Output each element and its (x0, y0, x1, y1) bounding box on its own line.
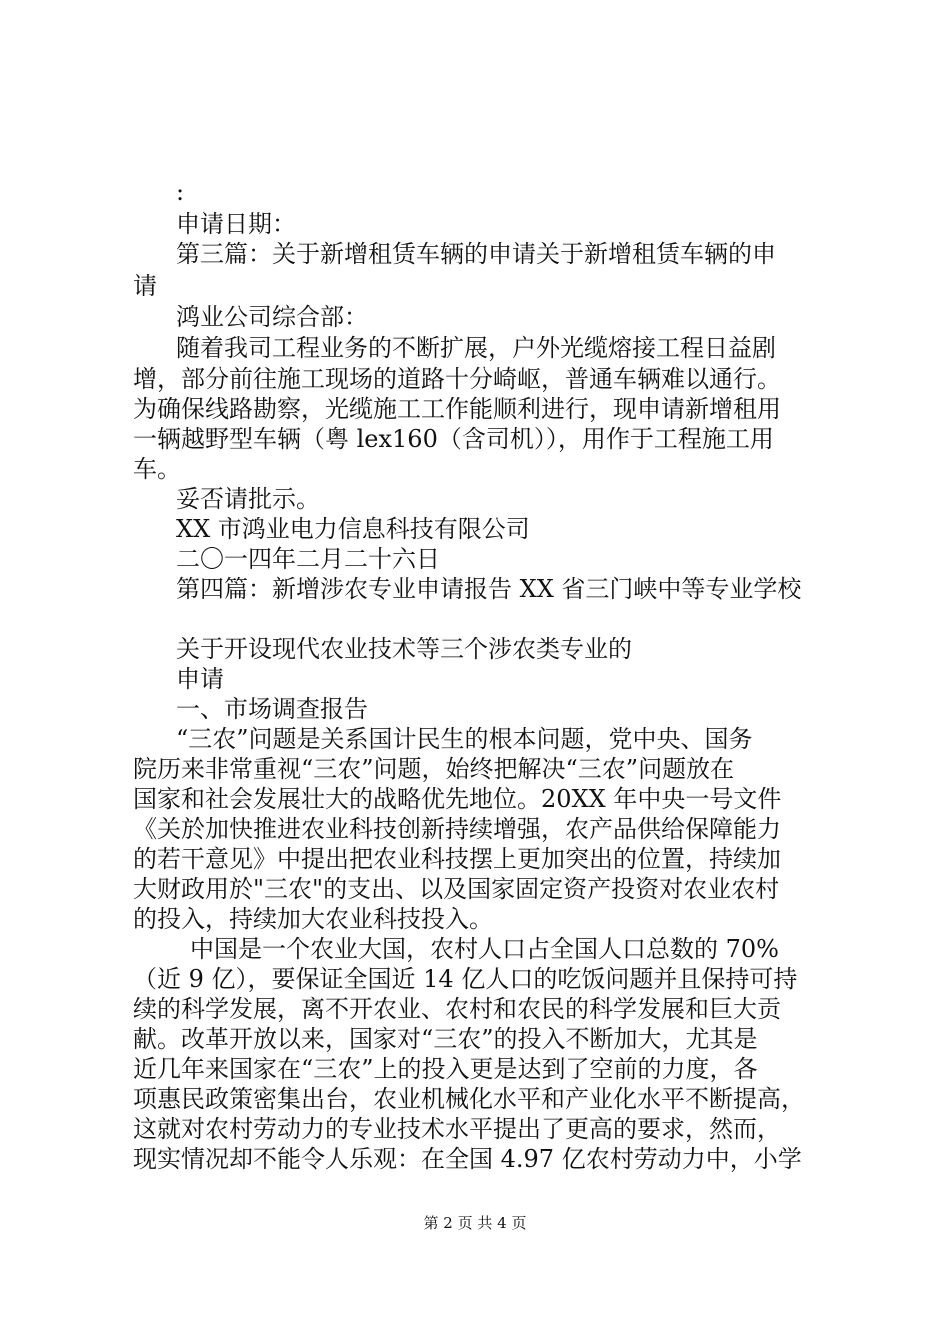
text-line: 鸿业公司综合部： (176, 303, 368, 331)
text-line: 的投入，持续加大农业科技投入。 (133, 905, 493, 933)
section-heading: 第三篇：关于新增租赁车辆的申请关于新增租赁车辆的申 (176, 240, 776, 268)
text-line: 大财政用於"三农"的支出、以及国家固定资产投资对农业农村 (133, 875, 780, 903)
text-line: 一辆越野型车辆（粤 lex160（含司机）），用作于工程施工用 (133, 425, 774, 453)
text-line: 现实情况却不能令人乐观：在全国 4.97 亿农村劳动力中，小学 (133, 1145, 802, 1173)
section-heading: 第四篇：新增涉农专业申请报告 XX 省三门峡中等专业学校 (176, 575, 802, 603)
text-line: 中国是一个农业大国，农村人口占全国人口总数的 70% (190, 935, 779, 963)
text-line: 申请 (176, 665, 224, 693)
text-line: 为确保线路勘察，光缆施工工作能顺利进行，现申请新增租用 (133, 395, 781, 423)
text-line: 申请日期： (176, 210, 296, 238)
text-line: 院历来非常重视“三农”问题，始终把解决“三农”问题放在 (133, 755, 735, 783)
text-line: 献。改革开放以来，国家对“三农”的投入不断加大，尤其是 (133, 1025, 758, 1053)
text-line: 请 (133, 272, 157, 300)
text-line: 妥否请批示。 (176, 485, 320, 513)
text-line: 增，部分前往施工现场的道路十分崎岖，普通车辆难以通行。 (133, 365, 781, 393)
text-line: 国家和社会发展壮大的战略优先地位。20XX 年中央一号文件 (133, 785, 782, 813)
text-line: 车。 (133, 455, 181, 483)
text-line: 的若干意见》中提出把农业科技摆上更加突出的位置，持续加 (133, 845, 781, 873)
text-line: : (176, 178, 185, 206)
text-line: 二〇一四年二月二十六日 (176, 545, 440, 573)
text-line: “三农”问题是关系国计民生的根本问题，党中央、国务 (176, 725, 753, 753)
page-number-footer: 第 2 页 共 4 页 (423, 1214, 527, 1232)
text-line: 这就对农村劳动力的专业技术水平提出了更高的要求，然而， (133, 1115, 781, 1143)
text-line: （近 9 亿），要保证全国近 14 亿人口的吃饭问题并且保持可持 (133, 965, 798, 993)
text-line: 关于开设现代农业技术等三个涉农类专业的 (176, 635, 632, 663)
text-line: XX 市鸿业电力信息科技有限公司 (176, 515, 530, 543)
text-line: 项惠民政策密集出台，农业机械化水平和产业化水平不断提高， (133, 1085, 805, 1113)
text-line: 一、市场调查报告 (176, 695, 368, 723)
text-line: 随着我司工程业务的不断扩展，户外光缆熔接工程日益剧 (176, 334, 776, 362)
text-line: 续的科学发展，离不开农业、农村和农民的科学发展和巨大贡 (133, 995, 781, 1023)
text-line: 近几年来国家在“三农”上的投入更是达到了空前的力度，各 (133, 1055, 758, 1083)
text-line: 《关於加快推进农业科技创新持续增强，农产品供给保障能力 (133, 815, 781, 843)
